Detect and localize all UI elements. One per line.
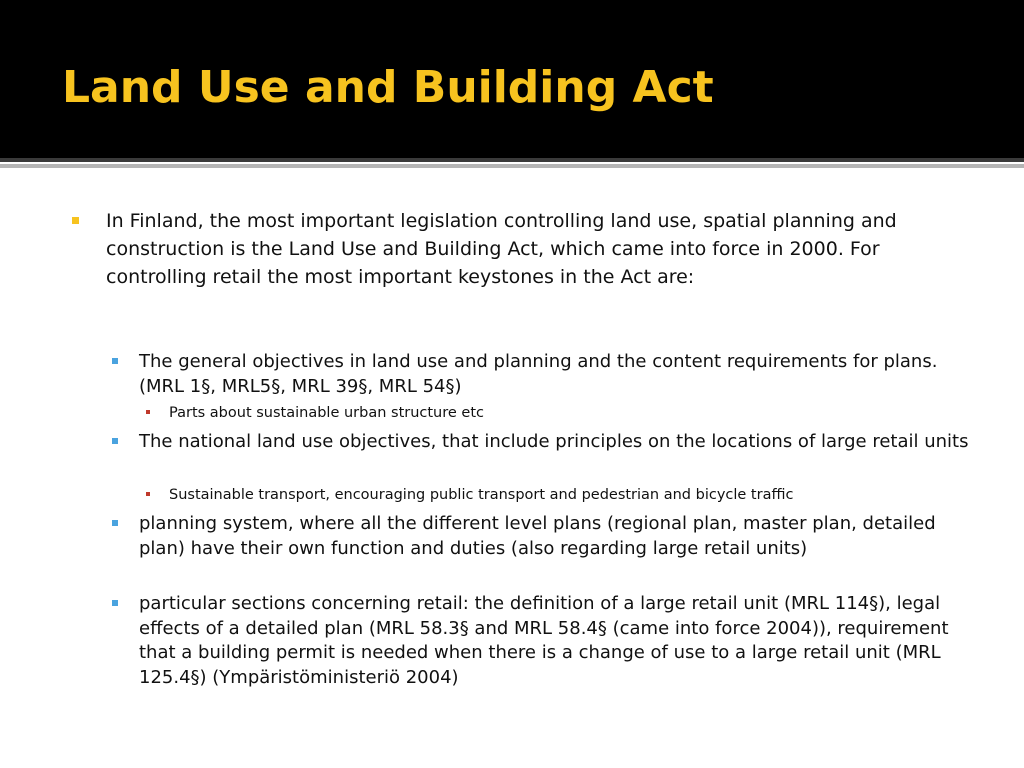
bullet-retail-sections: particular sections concerning retail: the definition of a large retail unit (MRL 114§), legal effects of a detailed plan (MRL 58.3§ and MRL 58.4§ (came into force 2004)), requirement that a building permit is needed when there is a change of use to a large retail unit (MRL 125.4§) (Ympäristöministeriö 2004) xyxy=(139,593,949,688)
bullet-planning-system: planning system, where all the different level plans (regional plan, master plan, detailed plan) have their own function and duties (also regarding large retail units) xyxy=(139,513,936,559)
bullet-sustainable-structure: Parts about sustainable urban structure etc xyxy=(169,405,484,421)
bullet-square-icon xyxy=(112,358,118,364)
bullet-square-icon xyxy=(72,217,79,224)
bullet-square-icon xyxy=(112,520,118,526)
bullet-national-objectives: The national land use objectives, that include principles on the locations of large retail units xyxy=(139,431,969,452)
bullet-square-icon xyxy=(112,438,118,444)
bullet-square-icon xyxy=(112,600,118,606)
bullet-general-objectives: The general objectives in land use and planning and the content requirements for plans. (MRL 1§, MRL5§, MRL 39§, MRL 54§) xyxy=(139,351,938,397)
bullet-square-icon xyxy=(146,410,150,414)
bullet-sustainable-transport: Sustainable transport, encouraging public transport and pedestrian and bicycle traffic xyxy=(169,487,794,503)
bullet-square-icon xyxy=(146,492,150,496)
slide-title: Land Use and Building Act xyxy=(62,62,714,113)
bullet-intro: In Finland, the most important legislation controlling land use, spatial planning and construction is the Land Use and Building Act, which came into force in 2000. For controlling retail the most important keystones in the Act are: xyxy=(106,210,897,288)
